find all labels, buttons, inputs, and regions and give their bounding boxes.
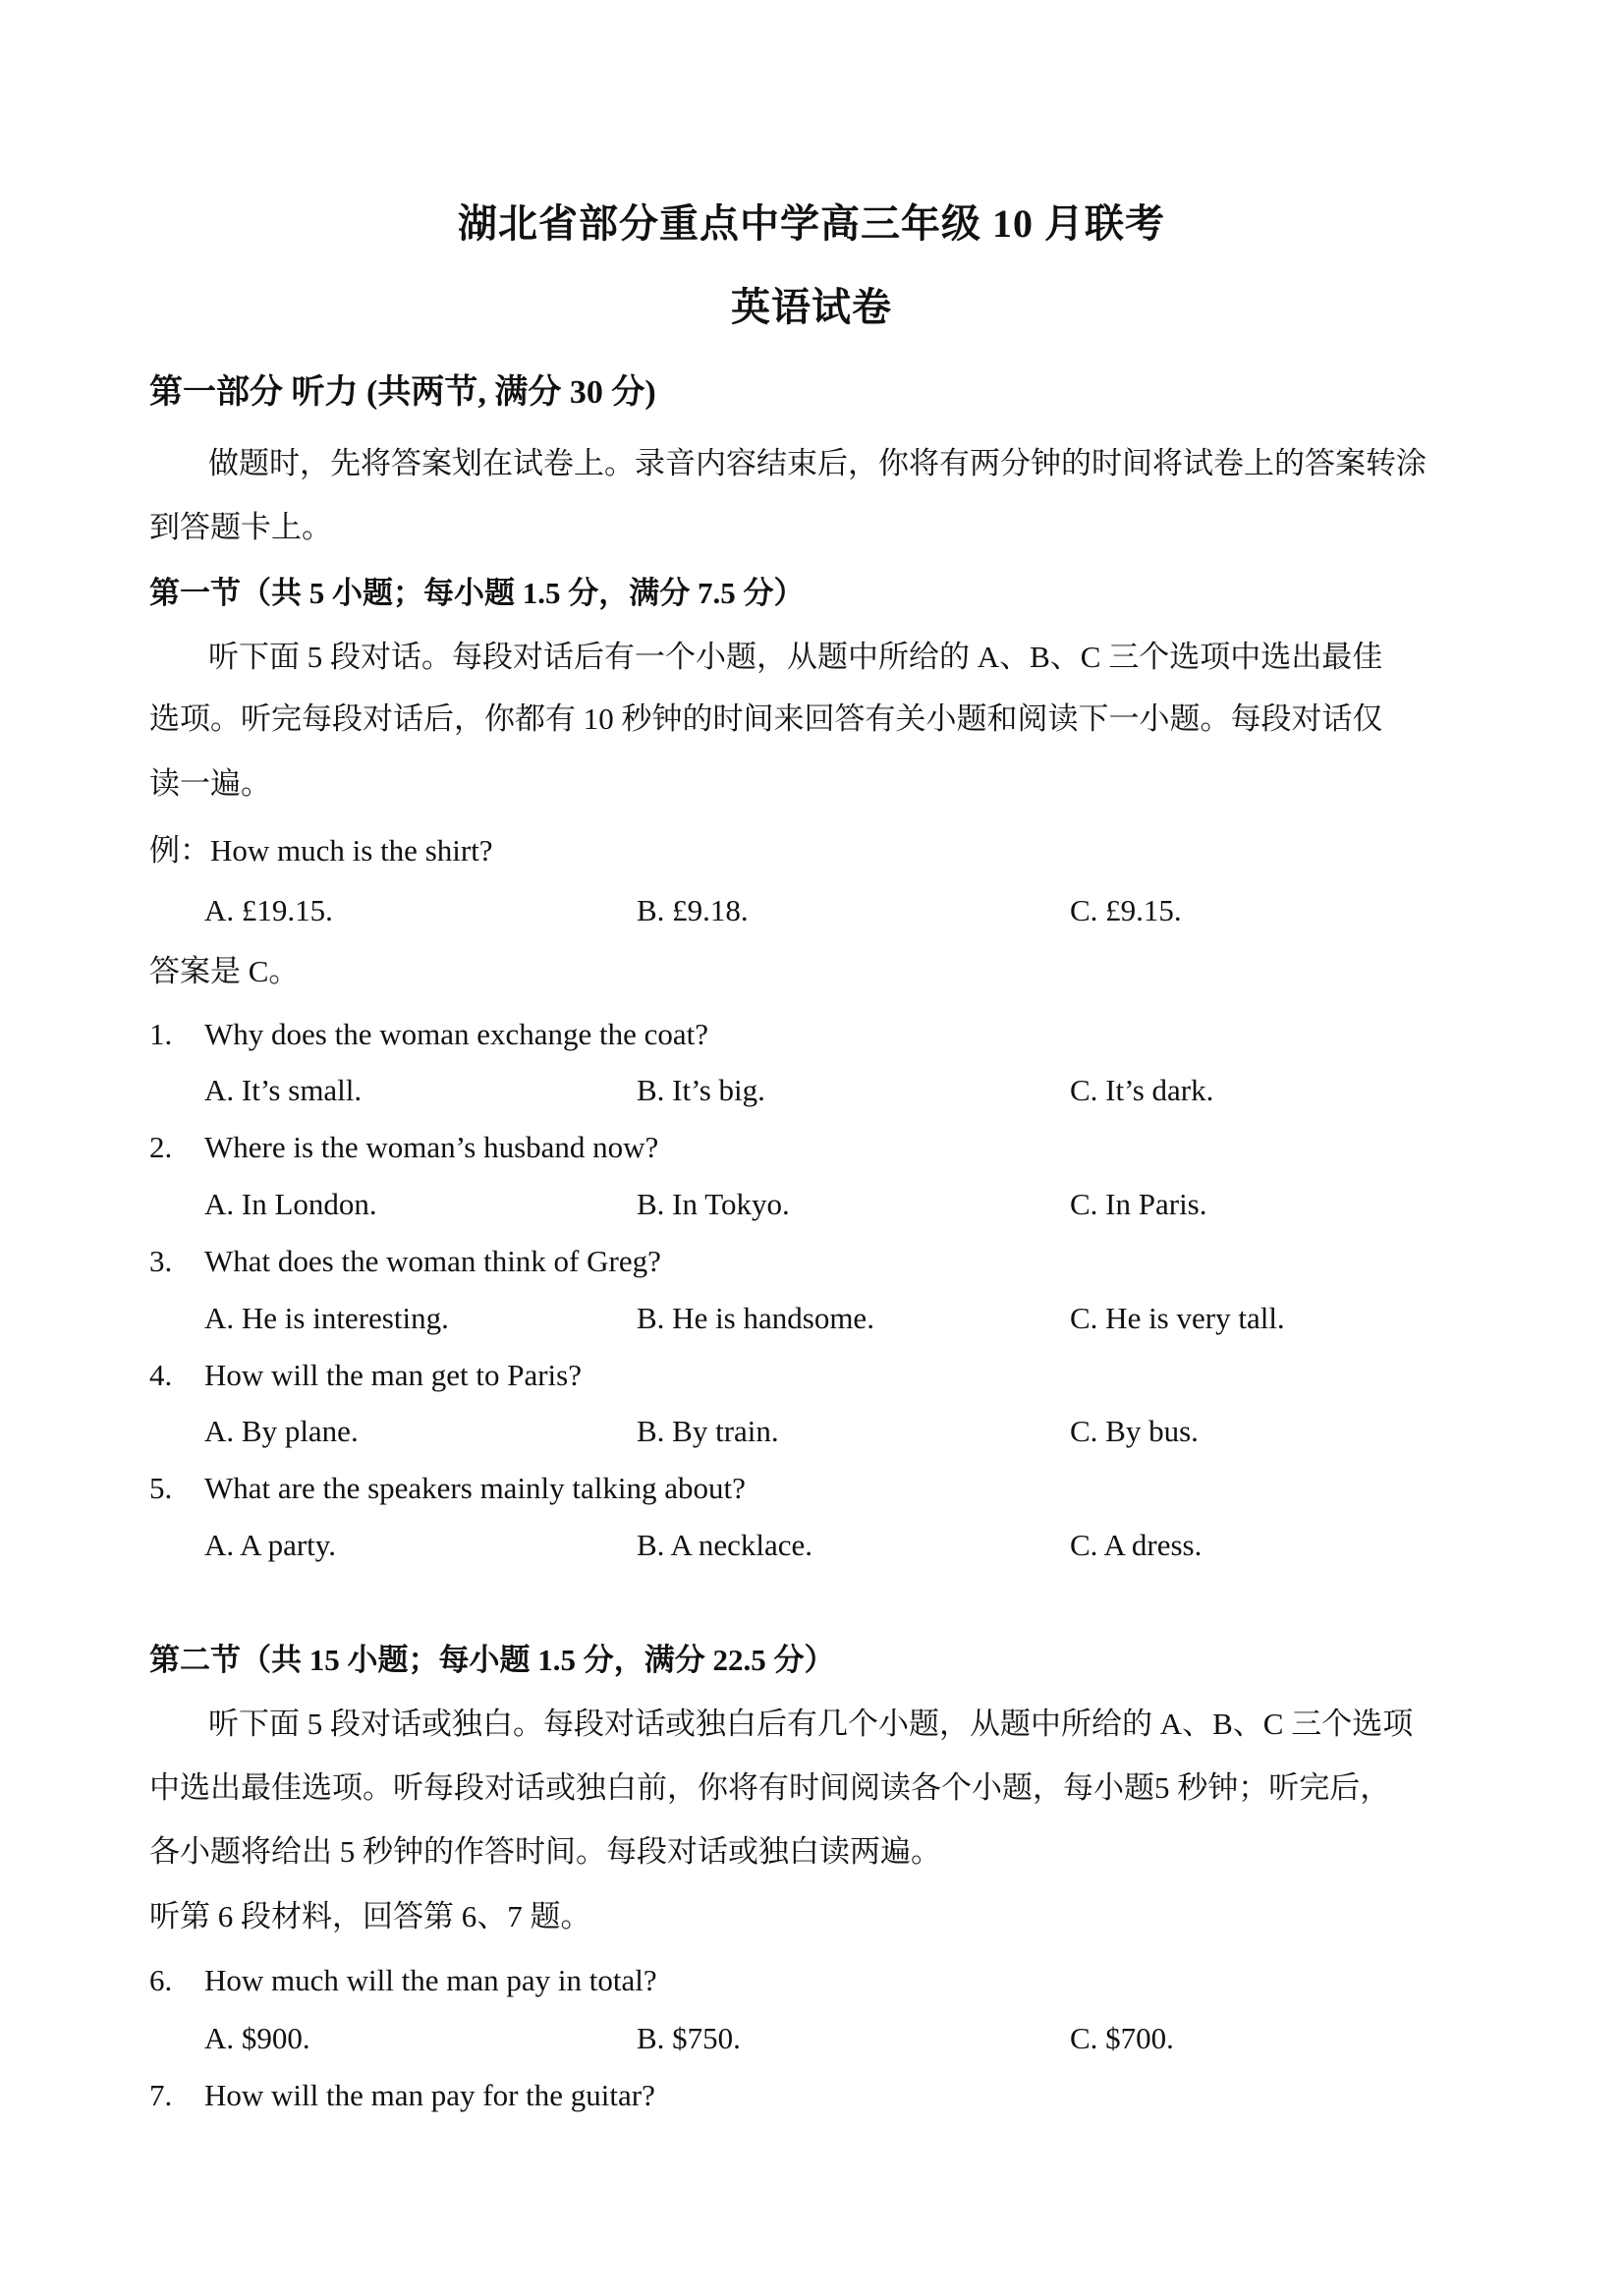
question-row (0, 1242, 1623, 1281)
option-b: B. It’s big. (637, 1073, 765, 1107)
option-b: B. By train. (637, 1414, 779, 1448)
option-a: A. In London. (204, 1187, 377, 1221)
question-number: 7. (149, 2078, 173, 2112)
example-question: 例：How much is the shirt? (149, 833, 493, 868)
option-b: B. He is handsome. (637, 1301, 874, 1335)
option-c: C. A dress. (1070, 1528, 1203, 1562)
option-a: A. $900. (204, 2021, 310, 2055)
question-text: What are the speakers mainly talking about? (204, 1471, 746, 1505)
section1-instr-line1: 听下面 5 段对话。每段对话后有一个小题，从题中所给的 A、B、C 三个选项中选出最佳 (208, 640, 1383, 674)
option-c: C. He is very tall. (1070, 1301, 1285, 1335)
question-text: Where is the woman’s husband now? (204, 1130, 659, 1164)
section1-instr-line3: 读一遍。 (149, 766, 271, 801)
options-row (0, 1299, 1623, 1338)
exam-title: 湖北省部分重点中学高三年级 10 月联考 (458, 201, 1165, 246)
section2-instr-line1: 听下面 5 段对话或独白。每段对话或独白后有几个小题，从题中所给的 A、B、C 三个选项 (208, 1707, 1414, 1741)
example-option-a: A. £19.15. (204, 893, 333, 927)
question-number: 2. (149, 1130, 173, 1164)
option-b: B. $750. (637, 2021, 741, 2055)
question-number: 3. (149, 1244, 173, 1278)
options-row (0, 1412, 1623, 1451)
question-number: 6. (149, 1963, 173, 1997)
example-option-b: B. £9.18. (637, 893, 749, 927)
question-row (0, 1015, 1623, 1054)
option-a: A. He is interesting. (204, 1301, 449, 1335)
options-row (0, 2019, 1623, 2058)
question-number: 1. (149, 1017, 173, 1051)
option-c: C. It’s dark. (1070, 1073, 1214, 1107)
option-a: A. A party. (204, 1528, 337, 1562)
question-text: Why does the woman exchange the coat? (204, 1017, 709, 1051)
option-b: B. In Tokyo. (637, 1187, 790, 1221)
section2-instr-line2: 中选出最佳选项。听每段对话或独白前，你将有时间阅读各个小题，每小题5 秒钟；听完后， (149, 1770, 1391, 1805)
question-text: How will the man pay for the guitar? (204, 2078, 655, 2112)
question-number: 5. (149, 1471, 173, 1505)
material-6-instruction: 听第 6 段材料，回答第 6、7 题。 (149, 1899, 591, 1933)
options-row (0, 1185, 1623, 1224)
option-b: B. A necklace. (637, 1528, 813, 1562)
question-row (0, 1128, 1623, 1167)
option-c: C. $700. (1070, 2021, 1174, 2055)
question-row (0, 1961, 1623, 2000)
question-text: What does the woman think of Greg? (204, 1244, 661, 1278)
options-row (0, 1526, 1623, 1565)
example-answer: 答案是 C。 (149, 954, 300, 988)
question-row (0, 1356, 1623, 1395)
part1-intro-line1: 做题时，先将答案划在试卷上。录音内容结束后，你将有两分钟的时间将试卷上的答案转涂 (208, 446, 1427, 480)
question-text: How will the man get to Paris? (204, 1358, 582, 1392)
question-row (0, 1469, 1623, 1508)
question-row (0, 2076, 1623, 2115)
section1-instr-line2: 选项。听完每段对话后，你都有 10 秒钟的时间来回答有关小题和阅读下一小题。每段对话仅 (149, 701, 1383, 736)
example-options (0, 891, 1623, 930)
question-text: How much will the man pay in total? (204, 1963, 657, 1997)
question-number: 4. (149, 1358, 173, 1392)
part1-heading: 第一部分 听力 (共两节, 满分 30 分) (149, 374, 656, 411)
option-a: A. It’s small. (204, 1073, 363, 1107)
part1-intro-line2: 到答题卡上。 (149, 510, 332, 544)
section2-heading: 第二节（共 15 小题；每小题 1.5 分，满分 22.5 分） (149, 1643, 835, 1677)
section2-instr-line3: 各小题将给出 5 秒钟的作答时间。每段对话或独白读两遍。 (149, 1834, 941, 1869)
section1-heading: 第一节（共 5 小题；每小题 1.5 分，满分 7.5 分） (149, 576, 805, 610)
options-row (0, 1071, 1623, 1110)
exam-subtitle: 英语试卷 (731, 285, 892, 329)
example-option-c: C. £9.15. (1070, 893, 1182, 927)
option-c: C. By bus. (1070, 1414, 1199, 1448)
option-a: A. By plane. (204, 1414, 359, 1448)
option-c: C. In Paris. (1070, 1187, 1207, 1221)
